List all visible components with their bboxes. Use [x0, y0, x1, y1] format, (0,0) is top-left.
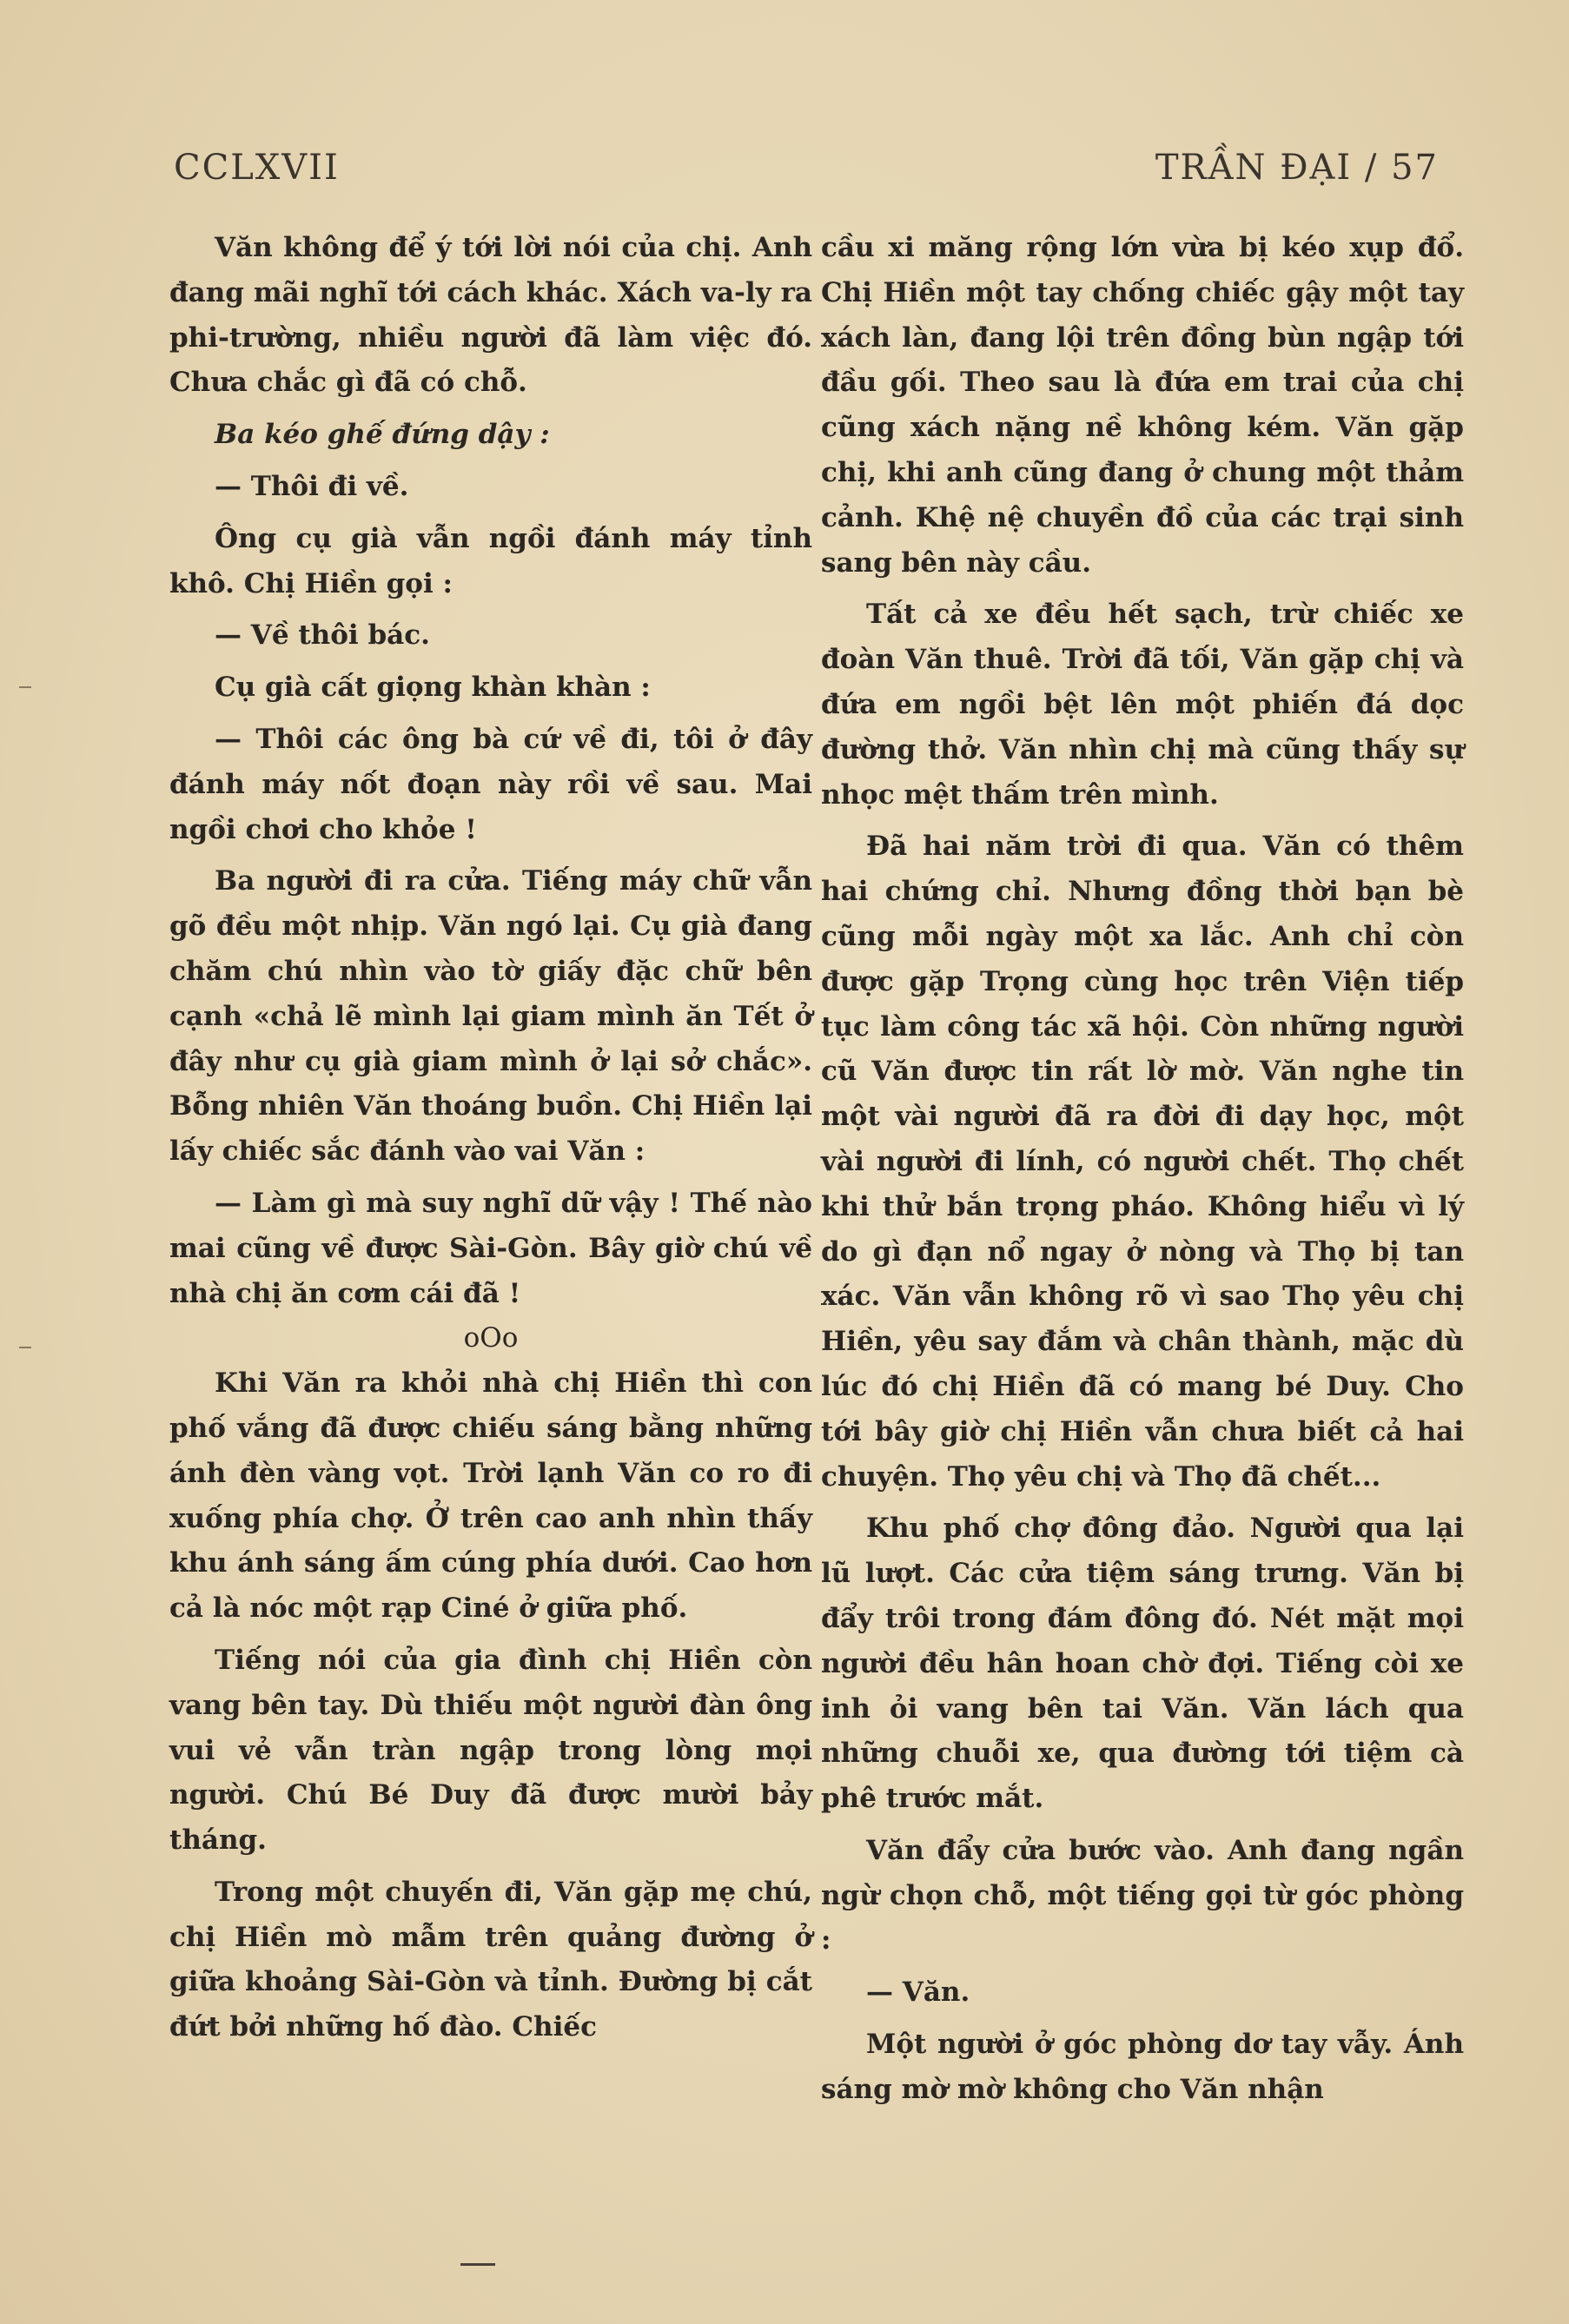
paragraph: Ba kéo ghế đứng dậy :	[215, 419, 550, 451]
paragraph: Văn không để ý tới lời nói của chị. Anh đang mãi nghĩ tới cách khác. Xách va-ly ra phi-trường, nhiều người đã làm việc đó. Chưa chắc gì đã có chỗ.	[169, 232, 812, 399]
printer-mark	[460, 2263, 495, 2266]
paragraph: Đã hai năm trời đi qua. Văn có thêm hai chứng chỉ. Nhưng đồng thời bạn bè cũng mỗi ngày một xa lắc. Anh chỉ còn được gặp Trọng cùng học trên Viện tiếp tục làm công tác xã hội. Còn những người cũ Văn được tin rất lờ mờ. Văn nghe tin một vài người đã ra đời đi dạy học, một vài người đi lính, có người chết. Thọ chết khi thử bắn trọng pháo. Không hiểu vì lý do gì đạn nổ ngay ở nòng và Thọ bị tan xác. Văn vẫn không rõ vì sao Thọ yêu chị Hiền, yêu say đắm và chân thành, mặc dù lúc đó chị Hiền đã có mang bé Duy. Cho tới bây giờ chị Hiền vẫn chưa biết cả hai chuyện. Thọ yêu chị và Thọ đã chết...	[821, 831, 1464, 1493]
paragraph: Khi Văn ra khỏi nhà chị Hiền thì con phố vắng đã được chiếu sáng bằng những ánh đèn vàng vọt. Trời lạnh Văn co ro đi xuống phía chợ. Ở trên cao anh nhìn thấy khu ánh sáng ấm cúng phía dưới. Cao hơn cả là nóc một rạp Ciné ở giữa phố.	[169, 1367, 812, 1625]
running-head-right: TRẦN ĐẠI / 57	[1155, 148, 1439, 188]
section-break: oOo	[463, 1322, 519, 1354]
paragraph: Ông cụ già vẫn ngồi đánh máy tỉnh khô. Chị Hiền gọi :	[169, 522, 812, 599]
right-column	[821, 226, 1464, 2113]
margin-mark	[19, 1347, 31, 1348]
paragraph: cầu xi măng rộng lớn vừa bị kéo xụp đổ. Chị Hiền một tay chống chiếc gậy một tay xách làn, đang lội trên đồng bùn ngập tới đầu gối. Theo sau là đứa em trai của chị cũng xách nặng nề không kém. Văn gặp chị, khi anh cũng đang ở chung một thảm cảnh. Khệ nệ chuyền đồ của các trại sinh sang bên này cầu.	[821, 232, 1464, 579]
dialogue-line: — Làm gì mà suy nghĩ dữ vậy ! Thế nào mai cũng về được Sài-Gòn. Bây giờ chú về nhà chị ăn cơm cái đã !	[169, 1187, 812, 1309]
paragraph: Ba người đi ra cửa. Tiếng máy chữ vẫn gõ đều một nhịp. Văn ngó lại. Cụ già đang chăm chú nhìn vào tờ giấy đặc chữ bên cạnh «chả lẽ mình lại giam mình ăn Tết ở đây như cụ già giam mình ở lại sở chắc». Bỗng nhiên Văn thoáng buồn. Chị Hiền lại lấy chiếc sắc đánh vào vai Văn :	[169, 865, 812, 1168]
left-column	[169, 226, 812, 2050]
dialogue-line: — Thôi các ông bà cứ về đi, tôi ở đây đánh máy nốt đoạn này rồi về sau. Mai ngồi chơi cho khỏe !	[169, 723, 812, 845]
paragraph: Khu phố chợ đông đảo. Người qua lại lũ lượt. Các cửa tiệm sáng trưng. Văn bị đẩy trôi trong đám đông đó. Nét mặt mọi người đều hân hoan chờ đợi. Tiếng còi xe inh ỏi vang bên tai Văn. Văn lách qua những chuỗi xe, qua đường tới tiệm cà phê trước mắt.	[821, 1513, 1464, 1815]
running-head-left: CCLXVII	[174, 148, 340, 188]
margin-mark	[19, 686, 31, 688]
paragraph: Cụ già cất giọng khàn khàn :	[215, 672, 651, 704]
paragraph: Tiếng nói của gia đình chị Hiền còn vang bên tay. Dù thiếu một người đàn ông vui vẻ vẫn tràn ngập trong lòng mọi người. Chú Bé Duy đã được mười bảy tháng.	[169, 1644, 812, 1857]
paragraph: Văn đẩy cửa bước vào. Anh đang ngần ngừ chọn chỗ, một tiếng gọi từ góc phòng :	[821, 1834, 1464, 1957]
dialogue-line: — Văn.	[866, 1976, 970, 2009]
paragraph: Một người ở góc phòng dơ tay vẫy. Ánh sáng mờ mờ không cho Văn nhận	[821, 2029, 1464, 2105]
paragraph: Tất cả xe đều hết sạch, trừ chiếc xe đoàn Văn thuê. Trời đã tối, Văn gặp chị và đứa em ngồi bệt lên một phiến đá dọc đường thở. Văn nhìn chị mà cũng thấy sự nhọc mệt thấm trên mình.	[821, 599, 1464, 811]
dialogue-line: — Thôi đi về.	[215, 470, 409, 502]
dialogue-line: — Về thôi bác.	[215, 619, 430, 652]
paragraph: Trong một chuyến đi, Văn gặp mẹ chú, chị Hiền mò mẫm trên quảng đường ở giữa khoảng Sài-Gòn và tỉnh. Đường bị cắt đứt bởi những hố đào. Chiếc	[169, 1876, 812, 2043]
